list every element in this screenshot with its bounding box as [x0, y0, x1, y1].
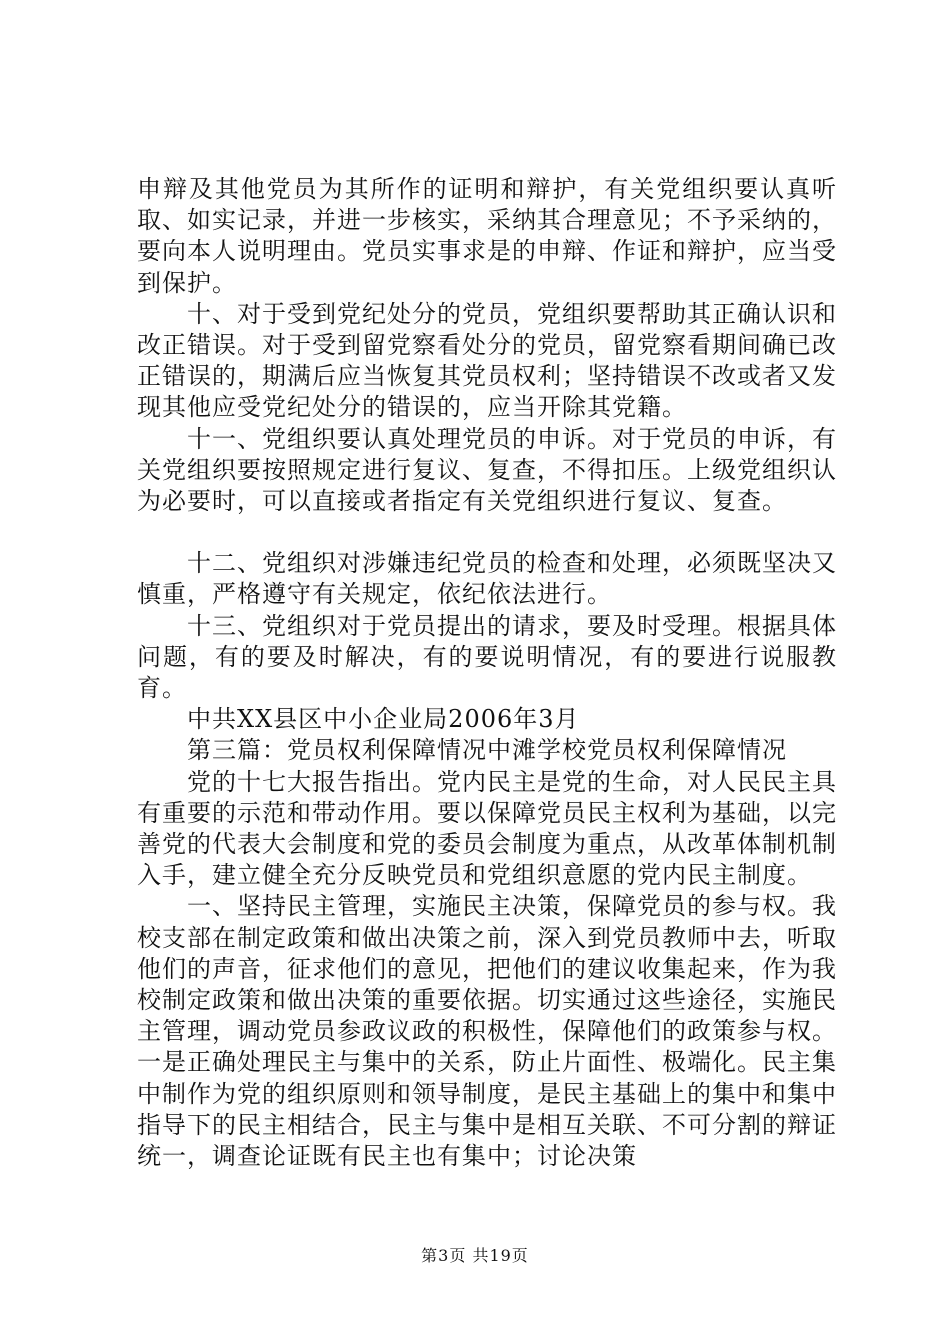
paragraph-item-11: 十一、党组织要认真处理党员的申诉。对于党员的申诉，有关党组织要按照规定进行复议、复查，不得扣压。上级党组织认为必要时，可以直接或者指定有关党组织进行复议、复查。 [137, 424, 837, 516]
document-body [137, 174, 837, 1172]
paragraph-item-1: 一、坚持民主管理，实施民主决策，保障党员的参与权。我校支部在制定政策和做出决策之前，深入到党员教师中去，听取他们的声音，征求他们的意见，把他们的建议收集起来，作为我校制定政策和做出决策的重要依据。切实通过这些途径，实施民主管理，调动党员参政议政的积极性，保障他们的政策参与权。一是正确处理民主与集中的关系，防止片面性、极端化。民主集中制作为党的组织原则和领导制度，是民主基础上的集中和集中指导下的民主相结合，民主与集中是相互关联、不可分割的辩证统一，调查论证既有民主也有集中；讨论决策 [137, 892, 837, 1171]
paragraph-item-10: 十、对于受到党纪处分的党员，党组织要帮助其正确认识和改正错误。对于受到留党察看处分的党员，留党察看期间确已改正错误的，期满后应当恢复其党员权利；坚持错误不改或者又发现其他应受党纪处分的错误的，应当开除其党籍。 [137, 299, 837, 422]
paragraph-item-12: 十二、党组织对涉嫌违纪党员的检查和处理，必须既坚决又慎重，严格遵守有关规定，依纪依法进行。 [137, 549, 837, 609]
paragraph-item-13: 十三、党组织对于党员提出的请求，要及时受理。根据具体问题，有的要及时解决，有的要说明情况，有的要进行说服教育。 [137, 611, 837, 703]
paragraph-continuation: 申辩及其他党员为其所作的证明和辩护，有关党组织要认真听取、如实记录，并进一步核实，采纳其合理意见；不予采纳的，要向本人说明理由。党员实事求是的申辩、作证和辩护，应当受到保护。 [137, 175, 837, 297]
page-footer: 第3页 共19页 [421, 1246, 529, 1265]
signature-line: 中共XX县区中小企业局2006年3月 [187, 705, 580, 734]
paragraph-intro: 党的十七大报告指出。党内民主是党的生命，对人民民主具有重要的示范和带动作用。要以保障党员民主权利为基础，以完善党的代表大会制度和党的委员会制度为重点，从改革体制机制入手，建立健全充分反映党员和党组织意愿的党内民主制度。 [137, 767, 837, 890]
section-heading: 第三篇：党员权利保障情况中滩学校党员权利保障情况 [187, 736, 787, 765]
